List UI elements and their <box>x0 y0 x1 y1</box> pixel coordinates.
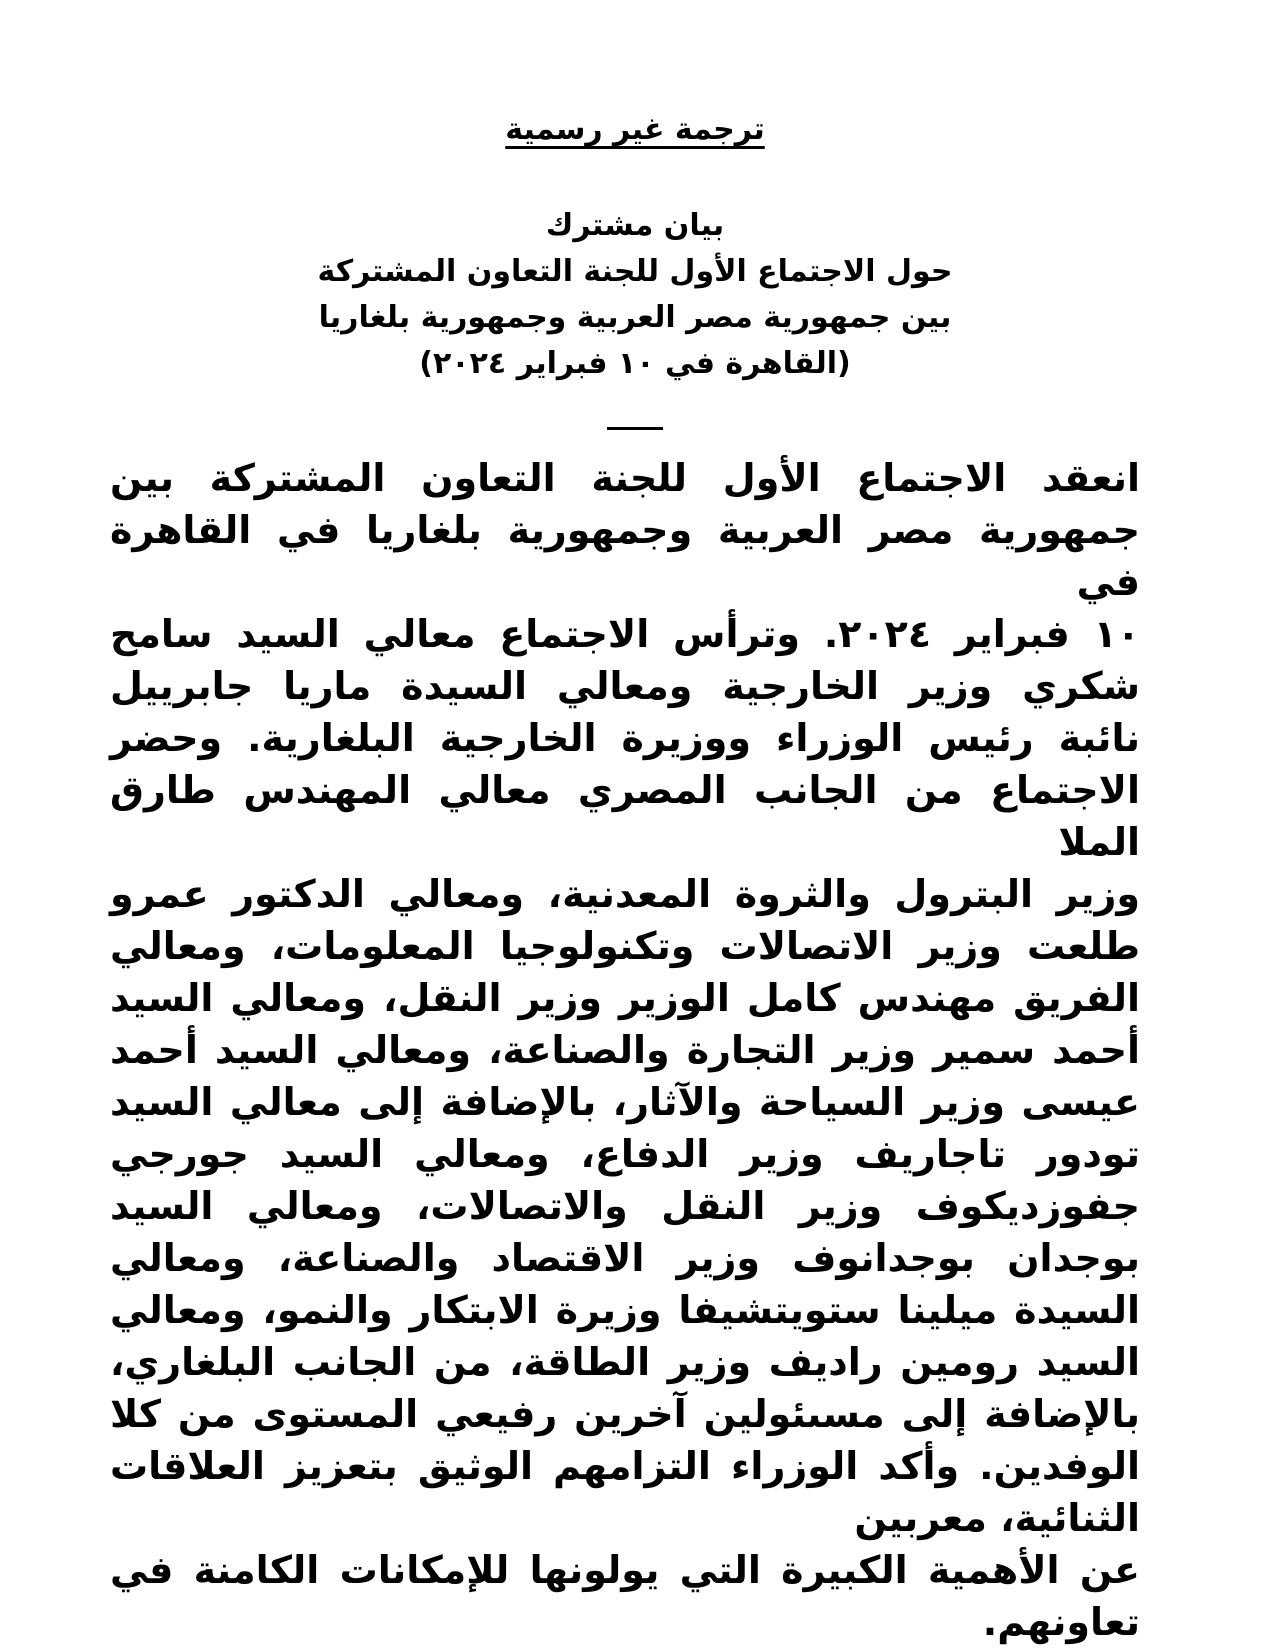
body-line: انعقد الاجتماع الأول للجنة التعاون المشتركة بين <box>110 456 1140 500</box>
heading-line-parties: بين جمهورية مصر العربية وجمهورية بلغاريا <box>318 300 952 335</box>
body-line: تعاونهم. <box>982 1600 1140 1644</box>
section-divider <box>607 427 663 430</box>
body-line: السيد رومين راديف وزير الطاقة، من الجانب البلغاري، <box>110 1340 1140 1384</box>
body-line: شكري وزير الخارجية ومعالي السيدة ماريا جابرييل <box>110 664 1140 708</box>
body-line: جمهورية مصر العربية وجمهورية بلغاريا في القاهرة في <box>110 508 1140 604</box>
heading-line-subject: حول الاجتماع الأول للجنة التعاون المشتركة <box>317 254 953 289</box>
body-line: السيدة ميلينا ستويتشيفا وزيرة الابتكار والنمو، ومعالي <box>110 1288 1140 1332</box>
heading-line-date: (القاهرة في ١٠ فبراير ٢٠٢٤) <box>419 346 851 381</box>
body-line: عيسى وزير السياحة والآثار، بالإضافة إلى معالي السيد <box>110 1080 1140 1124</box>
body-line: جفوزديكوف وزير النقل والاتصالات، ومعالي السيد <box>110 1184 1140 1228</box>
body-line: تودور تاجاريف وزير الدفاع، ومعالي السيد جورجي <box>110 1132 1140 1176</box>
statement-heading <box>0 203 1270 387</box>
body-line: ١٠ فبراير ٢٠٢٤. وترأس الاجتماع معالي السيد سامح <box>110 612 1140 656</box>
translation-note-text: ترجمة غير رسمية <box>505 112 765 147</box>
body-line: عن الأهمية الكبيرة التي يولونها للإمكانات الكامنة في <box>110 1548 1140 1592</box>
body-line: أحمد سمير وزير التجارة والصناعة، ومعالي السيد أحمد <box>110 1028 1140 1072</box>
body-line: وزير البترول والثروة المعدنية، ومعالي الدكتور عمرو <box>110 872 1140 916</box>
body-line: الفريق مهندس كامل الوزير وزير النقل، ومعالي السيد <box>110 976 1140 1020</box>
body-line: الاجتماع من الجانب المصري معالي المهندس طارق الملا <box>110 768 1140 864</box>
body-line: بالإضافة إلى مسىئولين آخرين رفيعي المستوى من كلا <box>110 1392 1140 1436</box>
heading-line-title: بيان مشترك <box>545 208 725 243</box>
body-line: طلعت وزير الاتصالات وتكنولوجيا المعلومات، ومعالي <box>110 924 1140 968</box>
body-line: الوفدين. وأكد الوزراء التزامهم الوثيق بتعزيز العلاقات <box>110 1444 1140 1488</box>
body-line: الثنائية، معربين <box>854 1496 1140 1540</box>
translation-note <box>0 112 1270 147</box>
body-line: نائبة رئيس الوزراء ووزيرة الخارجية البلغارية. وحضر <box>110 716 1140 760</box>
body-line: بوجدان بوجدانوف وزير الاقتصاد والصناعة، ومعالي <box>110 1236 1140 1280</box>
statement-body <box>110 452 1140 1648</box>
